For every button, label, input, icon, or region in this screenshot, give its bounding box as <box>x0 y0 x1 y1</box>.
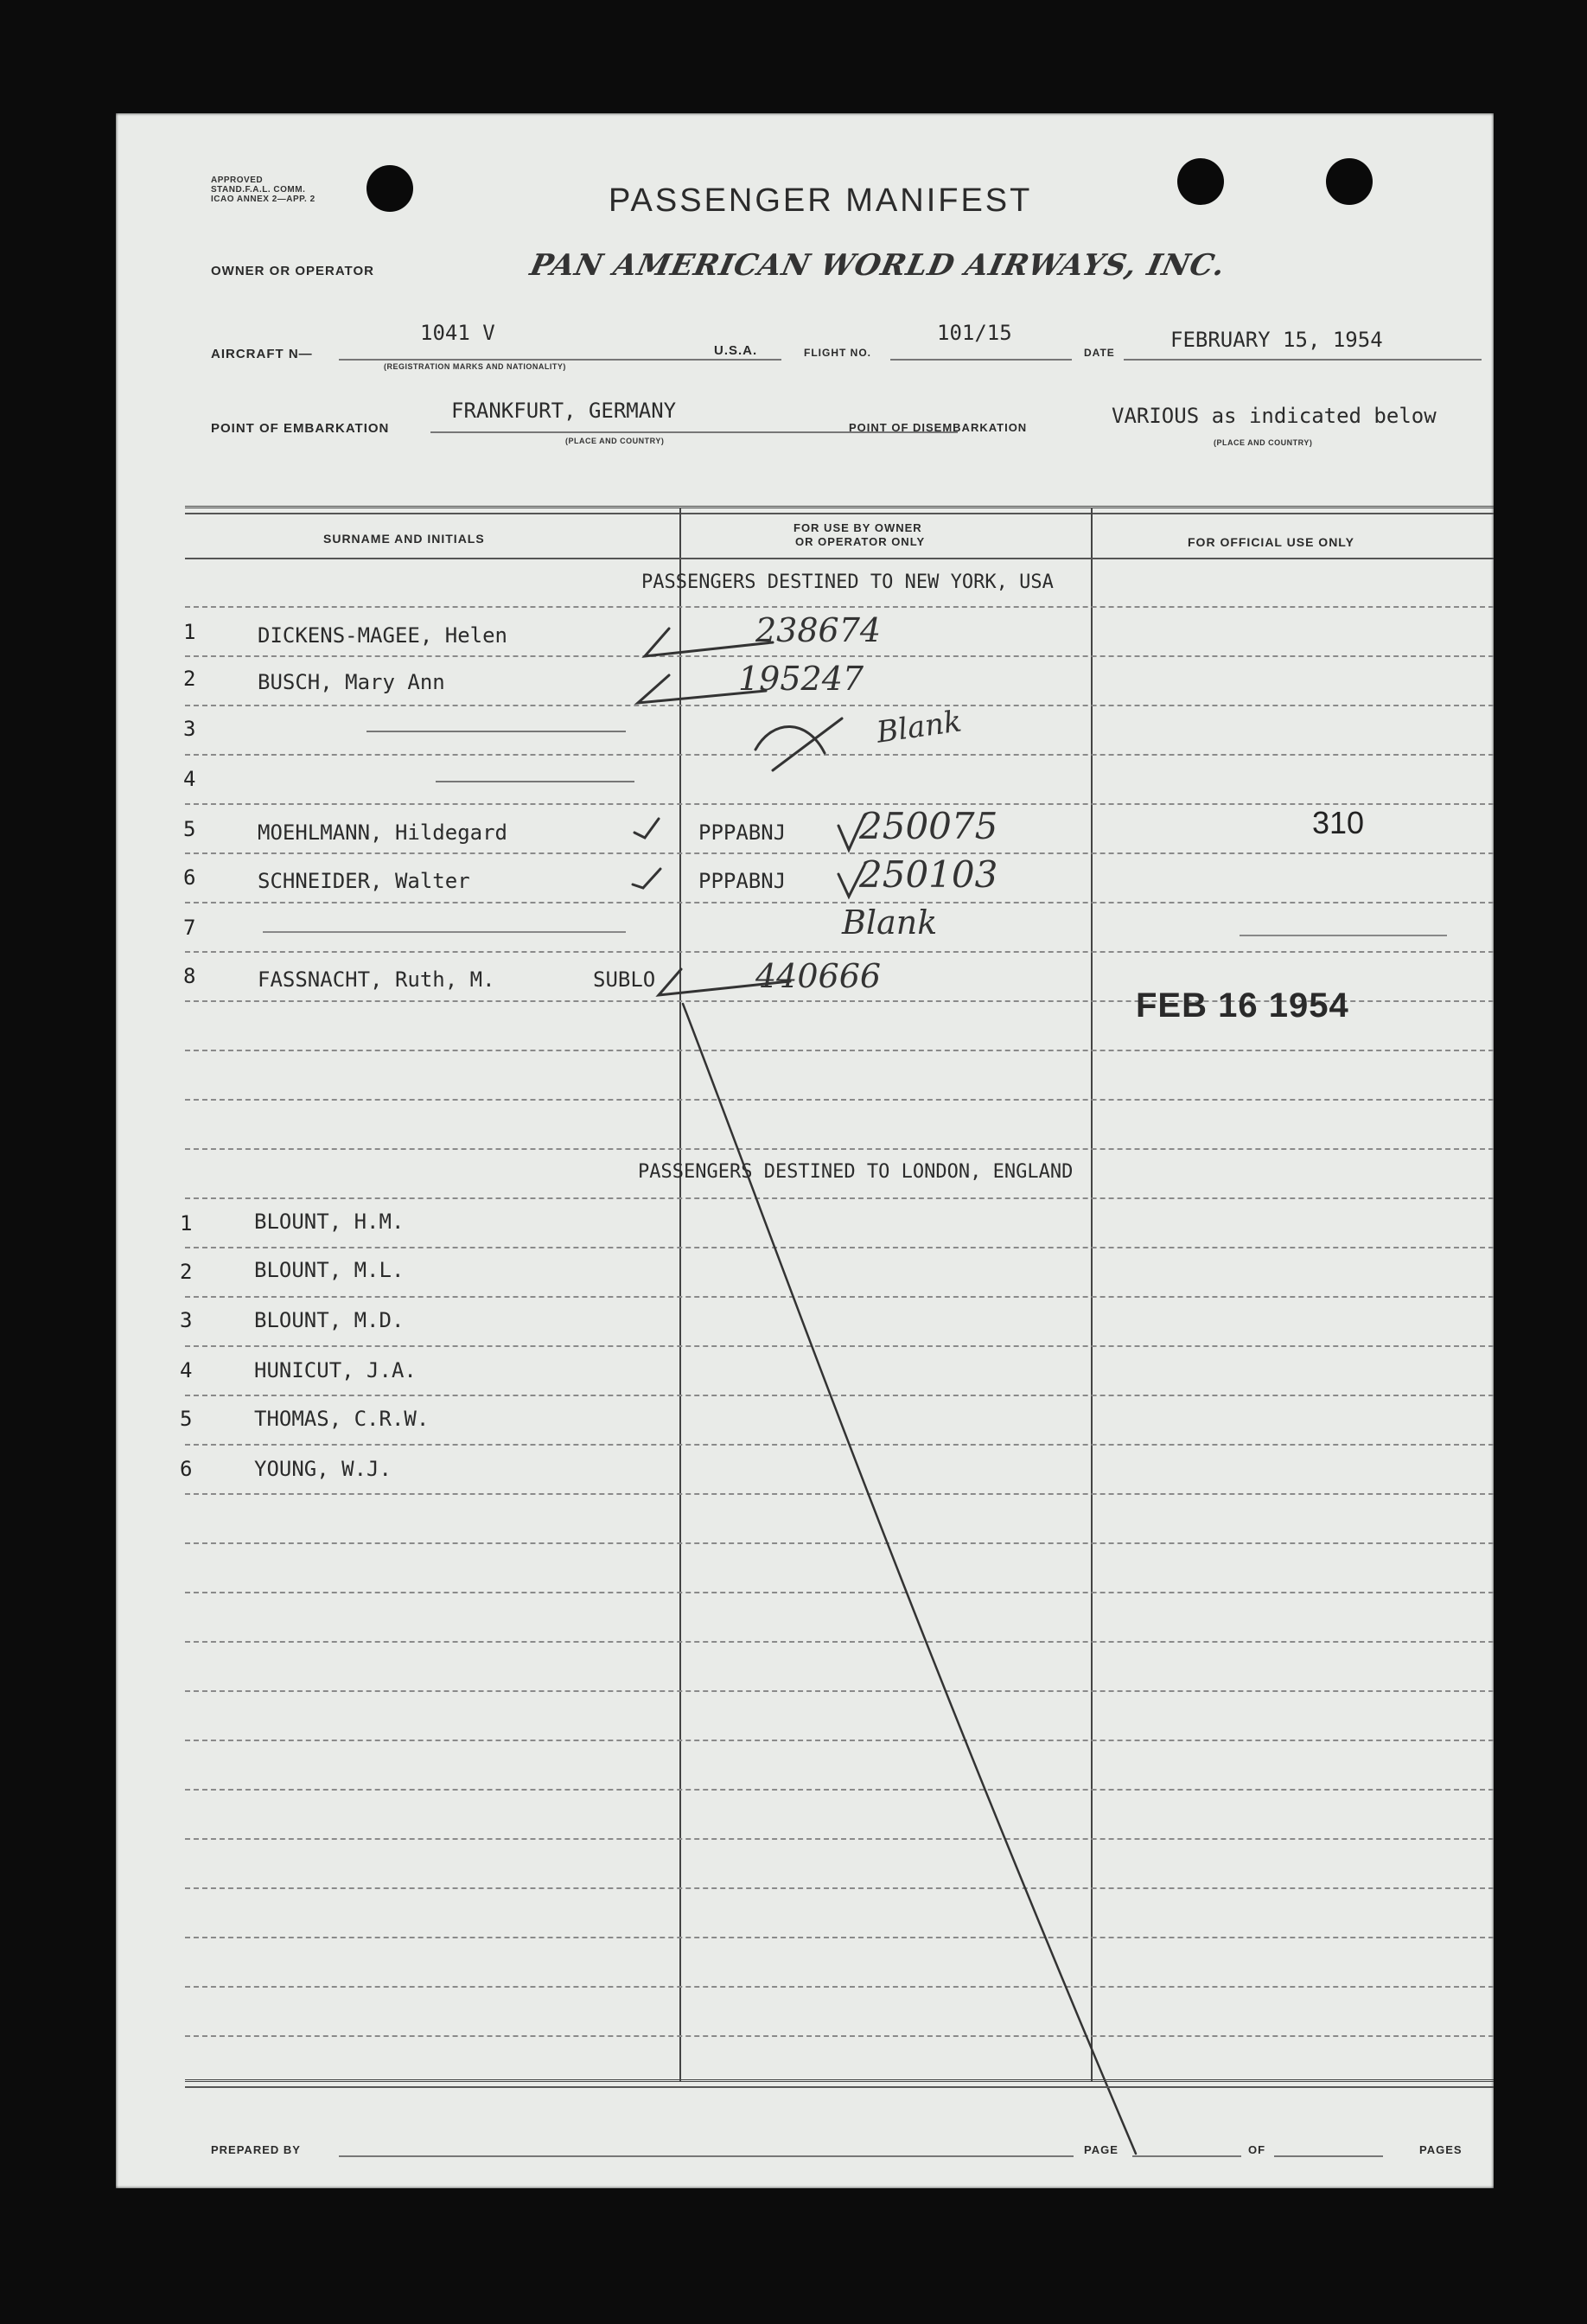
ruled-line <box>185 705 1494 706</box>
passenger-name: HUNICUT, J.A. <box>254 1358 417 1382</box>
section-heading-new-york: PASSENGERS DESTINED TO NEW YORK, USA <box>641 571 1054 593</box>
col-official-use: FOR OFFICIAL USE ONLY <box>1188 535 1354 549</box>
operator-code: SUBLO <box>593 967 656 992</box>
ruled-line <box>185 1345 1494 1347</box>
ruled-line <box>185 902 1494 903</box>
section-heading-london: PASSENGERS DESTINED TO LONDON, ENGLAND <box>638 1161 1074 1183</box>
handwritten-number: 238674 <box>755 611 882 649</box>
handwritten-number: 250075 <box>859 805 998 847</box>
tick-mark <box>634 819 659 838</box>
punch-hole-right-1 <box>1177 158 1224 205</box>
row-number: 4 <box>183 767 196 791</box>
disembarkation-label: POINT OF DISEMBARKATION <box>849 421 1028 434</box>
col-owner-use-2: OR OPERATOR ONLY <box>795 535 926 548</box>
ruled-line <box>185 2035 1494 2037</box>
ruled-line <box>185 1395 1494 1396</box>
ruled-line <box>185 1444 1494 1446</box>
passenger-name: FASSNACHT, Ruth, M. <box>258 967 495 992</box>
ruled-line <box>185 1937 1494 1938</box>
pages-label: PAGES <box>1419 2143 1463 2156</box>
passenger-name: BLOUNT, M.L. <box>254 1258 405 1282</box>
operator-label: OWNER OR OPERATOR <box>211 264 374 278</box>
ruled-line <box>185 1641 1494 1643</box>
form-title: PASSENGER MANIFEST <box>609 182 1033 219</box>
ruled-line <box>185 1148 1494 1150</box>
passenger-name: SCHNEIDER, Walter <box>258 869 470 893</box>
row-number: 6 <box>183 865 196 890</box>
page-label: PAGE <box>1084 2143 1119 2156</box>
embarkation-label: POINT OF EMBARKATION <box>211 421 390 436</box>
ruled-line <box>185 1296 1494 1298</box>
of-label: OF <box>1248 2143 1266 2156</box>
row-number: 2 <box>183 667 196 691</box>
embarkation-caption: (PLACE AND COUNTRY) <box>565 437 665 445</box>
ruled-line <box>185 1887 1494 1889</box>
aircraft-label: AIRCRAFT N— <box>211 347 313 361</box>
operator-name: PAN AMERICAN WORLD AIRWAYS, INC. <box>526 248 1229 283</box>
row-number: 2 <box>180 1260 193 1284</box>
row-number: 5 <box>180 1407 193 1431</box>
ruled-line <box>185 1986 1494 1988</box>
handwritten-blank: Blank <box>874 704 964 750</box>
ruled-line <box>185 655 1494 657</box>
scribble-cross <box>755 718 842 770</box>
manifest-page <box>116 113 1494 2188</box>
flight-label: FLIGHT NO. <box>804 347 871 359</box>
passenger-name: DICKENS-MAGEE, Helen <box>258 623 507 648</box>
date-label: DATE <box>1084 347 1115 359</box>
ruled-line <box>185 1740 1494 1741</box>
passenger-name: BLOUNT, H.M. <box>254 1210 405 1234</box>
disembarkation-value: VARIOUS as indicated below <box>1112 404 1437 428</box>
ruled-line <box>185 951 1494 953</box>
embarkation-value: FRANKFURT, GERMANY <box>451 399 677 423</box>
passenger-name: MOEHLMANN, Hildegard <box>258 820 507 845</box>
ruled-line <box>185 606 1494 608</box>
ruled-line <box>185 1789 1494 1791</box>
ruled-line <box>185 1099 1494 1101</box>
ruled-line <box>185 1592 1494 1593</box>
tick-mark <box>633 869 660 888</box>
ruled-line <box>185 1690 1494 1692</box>
ruled-line <box>185 852 1494 854</box>
approval-stamp: APPROVED STAND.F.A.L. COMM. ICAO ANNEX 2—APP. 2 <box>211 176 315 204</box>
row-number: 1 <box>183 620 196 644</box>
row-number: 3 <box>180 1308 193 1332</box>
passenger-name: YOUNG, W.J. <box>254 1457 392 1481</box>
row-number: 4 <box>180 1358 193 1382</box>
punch-hole-left <box>366 165 413 212</box>
punch-hole-right-2 <box>1326 158 1373 205</box>
usa-label: U.S.A. <box>714 343 758 358</box>
col-owner-use-1: FOR USE BY OWNER <box>794 521 922 534</box>
passenger-name: BLOUNT, M.D. <box>254 1308 405 1332</box>
ruled-line <box>185 1247 1494 1248</box>
row-number: 7 <box>183 916 196 940</box>
row-number: 5 <box>183 817 196 841</box>
row-number: 1 <box>180 1211 193 1235</box>
flight-value: 101/15 <box>937 321 1012 345</box>
disembarkation-caption: (PLACE AND COUNTRY) <box>1214 438 1313 447</box>
received-date-stamp: FEB 16 1954 <box>1136 986 1349 1025</box>
handwritten-number: 250103 <box>859 853 998 896</box>
col-surname: SURNAME AND INITIALS <box>323 532 485 546</box>
passenger-name: THOMAS, C.R.W. <box>254 1407 430 1431</box>
official-code: 310 <box>1312 805 1365 840</box>
ruled-line <box>185 1838 1494 1840</box>
registration-caption: (REGISTRATION MARKS AND NATIONALITY) <box>384 362 566 371</box>
aircraft-value: 1041 V <box>420 321 495 345</box>
row-number: 6 <box>180 1457 193 1481</box>
tick-mark <box>645 629 773 656</box>
ruled-line <box>185 1050 1494 1051</box>
operator-code: PPPABNJ <box>698 820 787 845</box>
passenger-name: BUSCH, Mary Ann <box>258 670 445 694</box>
ruled-line <box>185 1542 1494 1544</box>
ruled-line <box>185 803 1494 805</box>
date-value: FEBRUARY 15, 1954 <box>1170 328 1383 352</box>
handwritten-number: 195247 <box>738 660 864 698</box>
ruled-line <box>185 1493 1494 1495</box>
ruled-line <box>185 1197 1494 1199</box>
row-number: 3 <box>183 717 196 741</box>
handwritten-blank: Blank <box>842 903 938 942</box>
handwritten-number: 440666 <box>755 957 882 995</box>
operator-code: PPPABNJ <box>698 869 787 893</box>
row-number: 8 <box>183 964 196 988</box>
prepared-by-label: PREPARED BY <box>211 2143 301 2156</box>
ruled-line <box>185 754 1494 756</box>
